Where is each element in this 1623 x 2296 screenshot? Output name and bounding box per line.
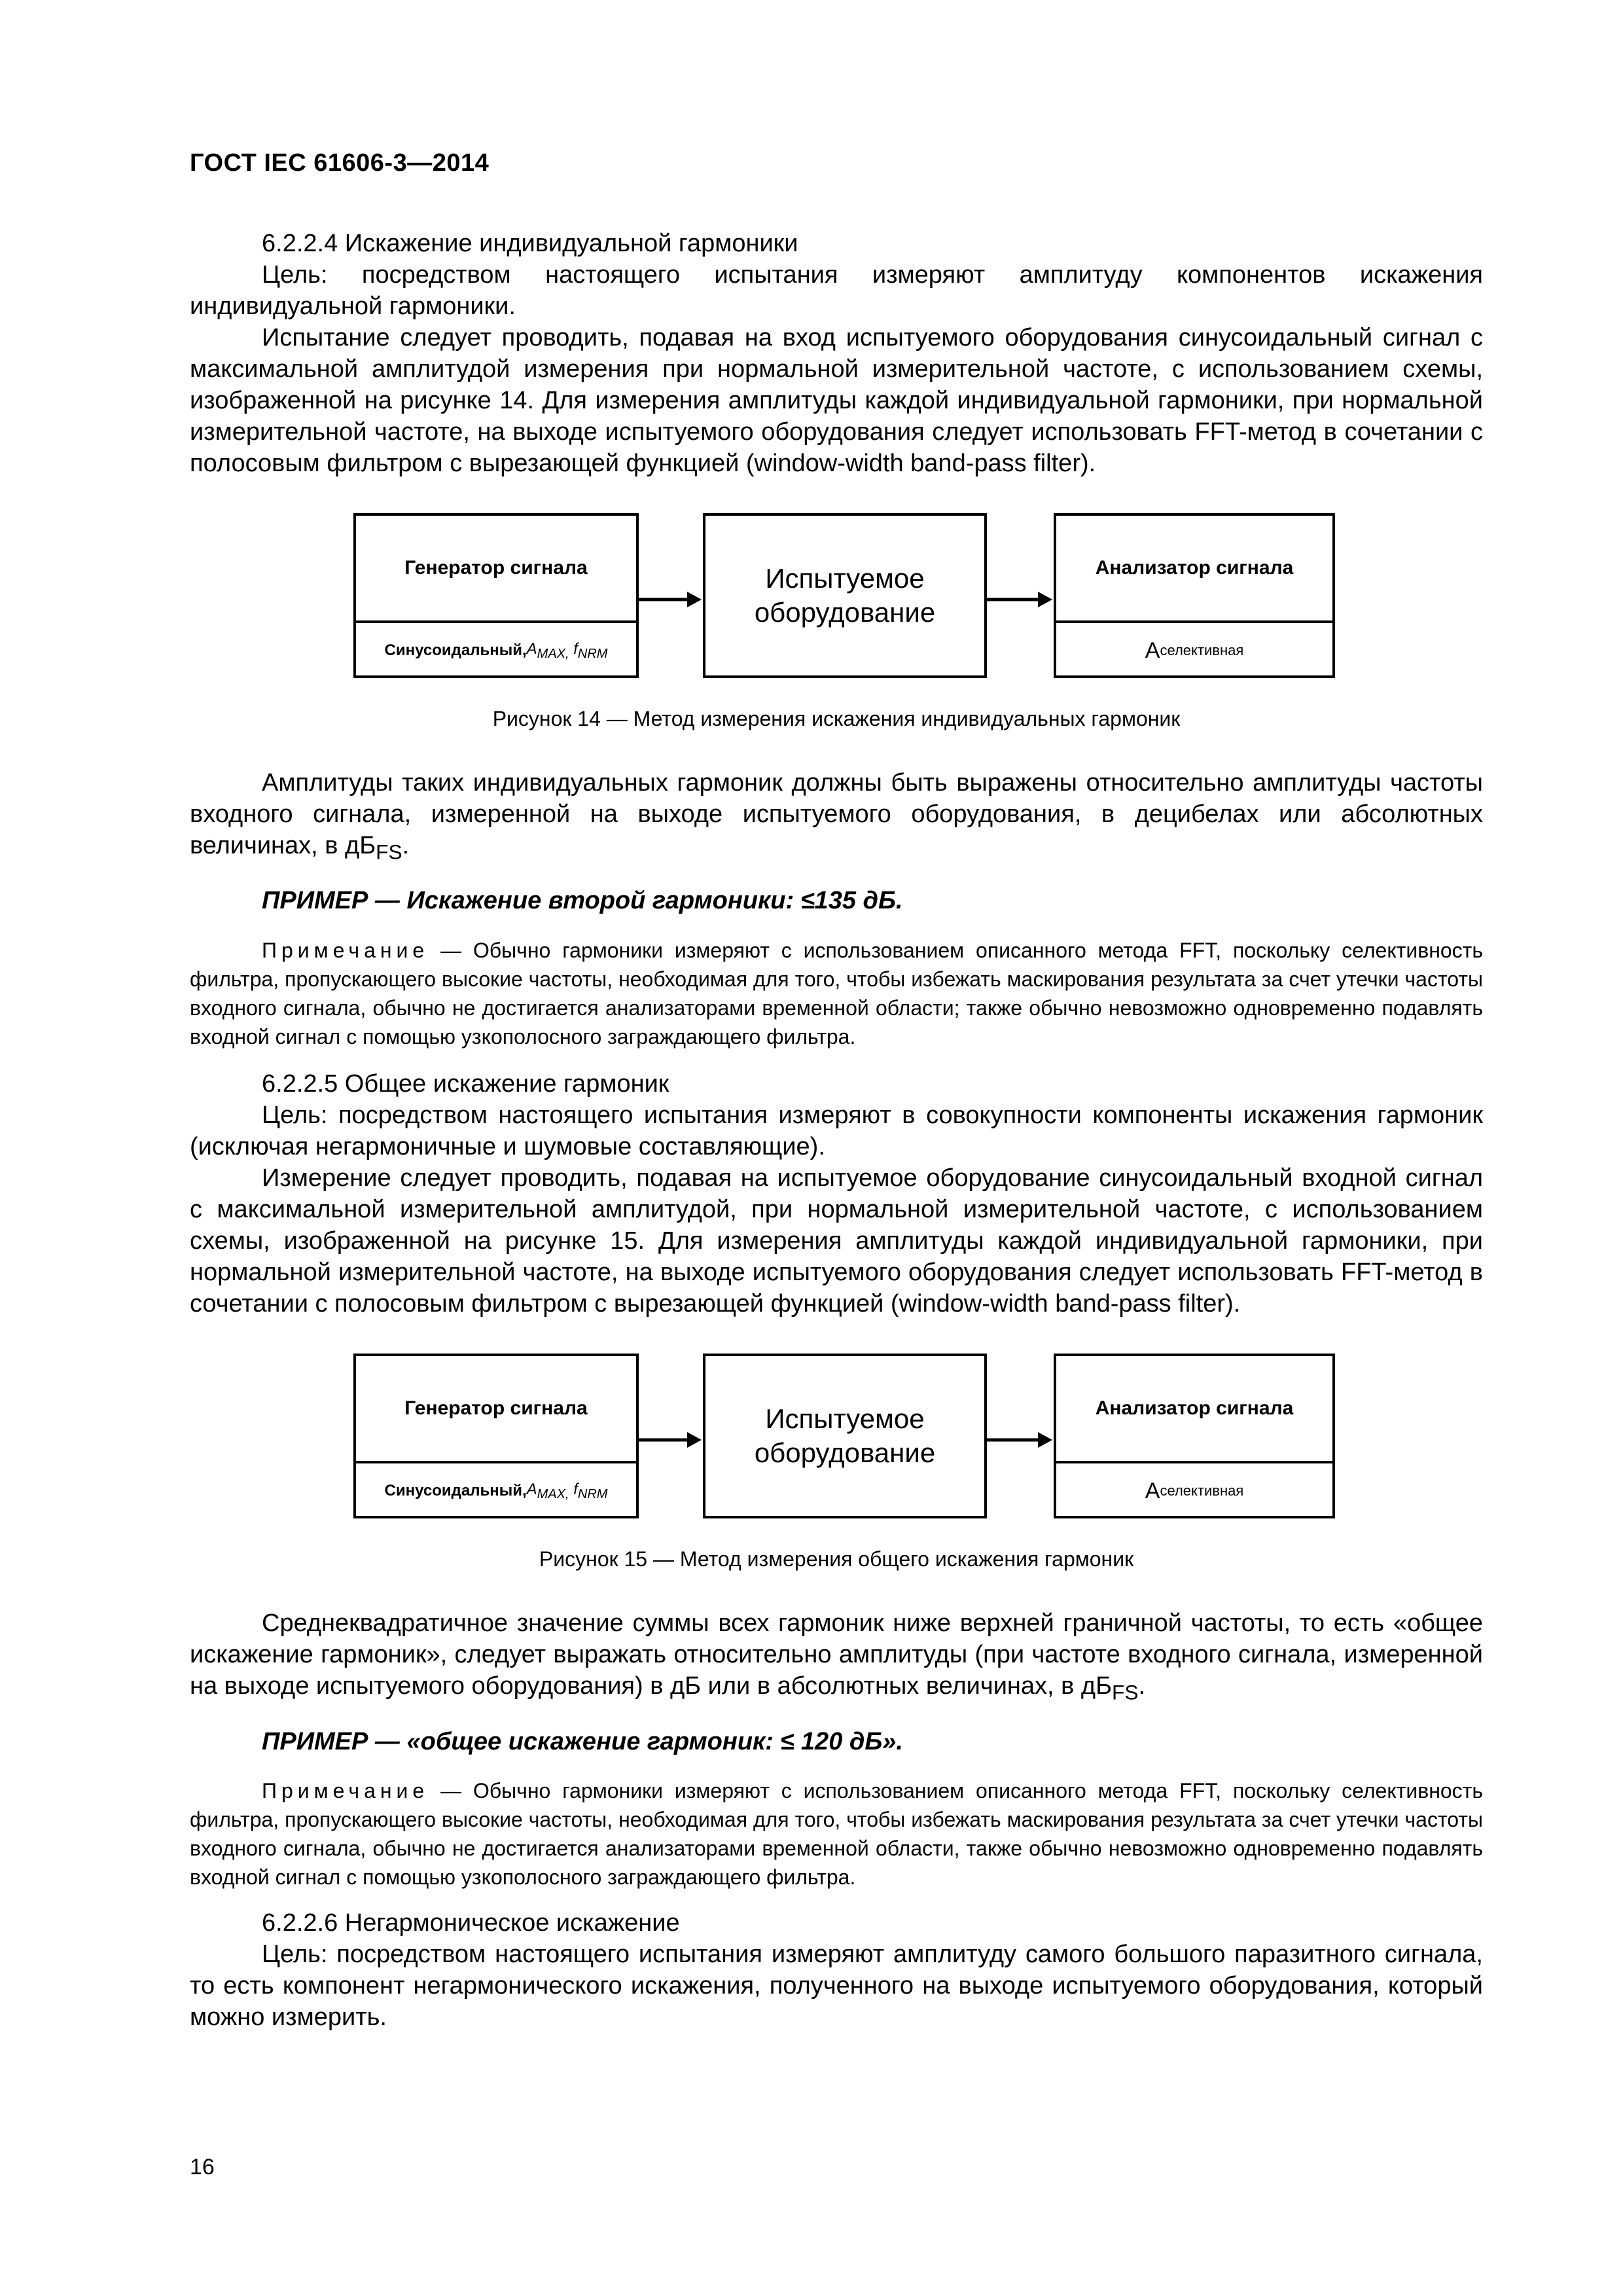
note-text: — Обычно гармоники измеряют с использованием описанного метода FFT, поскольку селективность фильтра, пропускающего высокие частоты, необходимая для того, чтобы избежать маскирования результата за счет утечки частоты входного сигнала, обычно не достигается анализаторами временной области; также обычно невозможно одновременно подавлять входной сигнал с помощью узкополосного заграждающего фильтра. [190,939,1484,1049]
figure-15-diagram [353,1354,1335,1524]
note-label: Примечание [262,939,429,962]
arrow-icon [987,1354,1054,1518]
dut-title: Испытуемое оборудование [754,1403,936,1468]
signal-generator-box [353,513,639,678]
analyzer-params [1056,1463,1332,1518]
generator-f-sub: NRM [577,646,608,661]
note-text: — Обычно гармоники измеряют с использованием описанного метода FFT, поскольку селективность фильтра, пропускающего высокие частоты, необходимая для того, чтобы избежать маскирования результата за счет утечки частоты входного сигнала, обычно не достигается анализаторами временной области, также обычно невозможно одновременно подавлять входной сигнал с помощью узкополосного заграждающего фильтра. [190,1779,1484,1889]
section-heading-6-2-2-5: 6.2.2.5 Общее искажение гармоник [262,1070,669,1098]
paragraph-624-amplitudes-text: Амплитуды таких индивидуальных гармоник должны быть выражены относительно амплитуды частоты входного сигнала, измеренной на выходе испытуемого оборудования, в децибелах или абсолютных величинах, в дБ [190,769,1483,859]
unit-fs-sub: FS [376,840,402,864]
figure-14-caption: Рисунок 14 — Метод измерения искажения индивидуальных гармоник [492,707,1181,730]
figure-14-diagram [353,513,1335,683]
signal-generator-box [353,1354,639,1518]
generator-amax: A [526,1480,537,1498]
arrow-icon [639,513,703,678]
paragraph-625-method: Измерение следует проводить, подавая на испытуемое оборудование синусоидальный входной сигнал с максимальной измерительной амплитудой, при нормальной измерительной частоте, с использованием схемы, изображенной на рисунке 15. Для измерения амплитуды каждой индивидуальной гармоники, при нормальной измерительной частоте, на выходе испытуемого оборудования следует использовать FFT-метод в сочетании с полосовым фильтром с вырезающей функцией (window-width band-pass filter). [190,1164,1483,1318]
signal-analyzer-box [1054,513,1335,678]
note-label: Примечание [262,1779,429,1803]
page-number: 16 [190,2155,215,2179]
generator-params [356,1463,636,1518]
analyzer-a: A [1145,1478,1160,1503]
generator-amax-sub: MAX, [537,646,569,661]
example-624: ПРИМЕР — Искажение второй гармоники: ≤135 дБ. [262,887,903,914]
note-625 [190,1776,1483,1892]
figure-15-caption: Рисунок 15 — Метод измерения общего искажения гармоник [539,1547,1134,1571]
generator-amax-sub: MAX, [537,1486,569,1501]
paragraph-626-goal: Цель: посредством настоящего испытания измеряют амплитуду самого большого паразитного сигнала, то есть компонент негармонического искажения, полученного на выходе испытуемого оборудования, который можно измерить. [190,1941,1483,2031]
analyzer-title: Анализатор сигнала [1095,557,1294,579]
signal-analyzer-box [1054,1354,1335,1518]
unit-fs-sub: FS [1112,1680,1139,1704]
arrow-icon [639,1354,703,1518]
arrow-icon [987,513,1054,678]
section-heading-6-2-2-4: 6.2.2.4 Искажение индивидуальной гармоники [262,230,798,257]
generator-f: f [569,639,578,658]
analyzer-a: A [1145,637,1160,663]
paragraph-end: . [1138,1672,1146,1700]
generator-sub-text: Синусоидальный, [384,1482,527,1499]
generator-f: f [569,1480,578,1498]
generator-amax: A [526,639,537,658]
example-625: ПРИМЕР — «общее искажение гармоник: ≤ 120 дБ». [262,1728,903,1755]
generator-f-sub: NRM [577,1486,608,1501]
generator-title: Генератор сигнала [404,557,588,579]
paragraph-end: . [402,832,410,859]
paragraph-625-rms [190,1607,1483,1708]
generator-sub-text: Синусоидальный, [384,641,527,659]
analyzer-title: Анализатор сигнала [1095,1397,1294,1419]
analyzer-a-sub: селективная [1160,1482,1244,1499]
analyzer-a-sub: селективная [1160,642,1244,658]
paragraph-624-amplitudes [190,767,1483,868]
device-under-test-box [703,1354,987,1518]
note-624 [190,936,1483,1051]
section-heading-6-2-2-6: 6.2.2.6 Негармоническое искажение [262,1909,680,1937]
generator-title: Генератор сигнала [404,1397,588,1419]
paragraph-625-rms-text: Среднеквадратичное значение суммы всех гармоник ниже верхней граничной частоты, то есть «общее искажение гармоник», следует выражать относительно амплитуды (при частоте входного сигнала, измеренной на выходе испытуемого оборудования) в дБ или в абсолютных величинах, в дБ [190,1609,1483,1700]
paragraph-625-goal: Цель: посредством настоящего испытания измеряют в совокупности компоненты искажения гармоник (исключая негармоничные и шумовые составляющие). [190,1102,1483,1160]
dut-title: Испытуемое оборудование [754,563,936,628]
paragraph-624-method: Испытание следует проводить, подавая на вход испытуемого оборудования синусоидальный сигнал с максимальной амплитудой измерения при нормальной измерительной частоте, с использованием схемы, изображенной на рисунке 14. Для измерения амплитуды каждой индивидуальной гармоники, при нормальной измерительной частоте, на выходе испытуемого оборудования следует использовать FFT-метод в сочетании с полосовым фильтром с вырезающей функцией (window-width band-pass filter). [190,324,1483,477]
generator-params [356,623,636,678]
analyzer-params [1056,623,1332,678]
paragraph-624-goal: Цель: посредством настоящего испытания измеряют амплитуду компонентов искажения индивидуальной гармоники. [190,261,1483,320]
document-header: ГОСТ IEC 61606-3—2014 [190,149,490,177]
device-under-test-box [703,513,987,678]
